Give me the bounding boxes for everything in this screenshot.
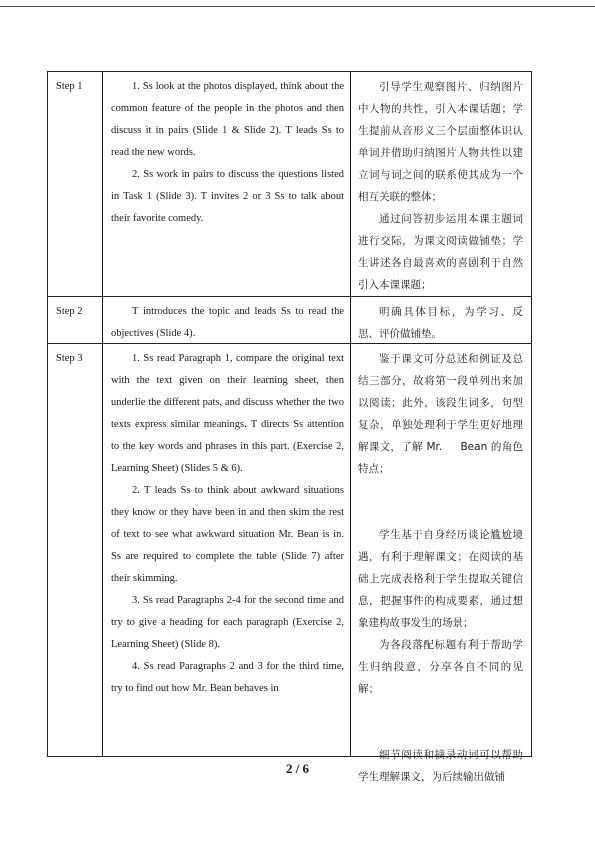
purpose-paragraph: 鉴于课文可分总述和例证及总结三部分，故将第一段单列出来加以阅读；此外，该段生词多，句型复杂，单独处理利于学生更好地理解课文，了解 Mr. Bean 的角色特点； bbox=[358, 353, 523, 475]
activity-cell bbox=[103, 72, 351, 297]
step-cell bbox=[48, 72, 103, 297]
purpose-paragraph: 通过问答初步运用本课主题词进行交际，为课文阅读做铺垫；学生讲述各自最喜欢的喜剧利于自然引入本课课题； bbox=[358, 213, 523, 291]
purpose-paragraph: 明确具体目标，为学习、反思、评价做铺垫。 bbox=[358, 306, 523, 340]
activity-paragraph: 1. Ss look at the photos displayed, think about the common feature of the people in the photos and then discuss it in pairs (Slide 1 & Slide 2). T leads Ss to read the new words. bbox=[111, 81, 344, 158]
activity-cell bbox=[103, 344, 351, 757]
step-cell bbox=[48, 297, 103, 344]
table-row bbox=[48, 297, 532, 344]
activity-paragraph: 2. Ss work in pairs to discuss the questions listed in Task 1 (Slide 3). T invites 2 or 3 Ss to talk about their favorite comedy. bbox=[111, 169, 344, 224]
purpose-cell bbox=[351, 297, 532, 344]
activity-paragraph: 4. Ss read Paragraphs 2 and 3 for the third time, try to find out how Mr. Bean behaves in bbox=[111, 661, 344, 694]
table-row bbox=[48, 344, 532, 757]
header-rule bbox=[0, 6, 595, 7]
purpose-paragraph: 为各段落配标题有利于帮助学生归纳段意，分享各自不同的见解； bbox=[358, 639, 523, 695]
purpose-paragraph: 引导学生观察图片、归纳图片中人物的共性，引入本课话题；学生提前从音形义三个层面整体识认单词并借助归纳图片人物共性以建立词与词之间的联系使其成为一个相互关联的整体； bbox=[358, 81, 523, 203]
activity-paragraph: 3. Ss read Paragraphs 2-4 for the second time and try to give a heading for each paragraph (Exercise 2, Learning Sheet) (Slide 8). bbox=[111, 595, 344, 650]
purpose-paragraph: 学生基于自身经历谈论尴尬境遇，有利于理解课文；在阅读的基础上完成表格利于学生提取关键信息，把握事件的构成要素，通过想象建构故事发生的场景； bbox=[358, 529, 523, 629]
purpose-cell bbox=[351, 72, 532, 297]
table-row bbox=[48, 72, 532, 297]
step-label: Step 2 bbox=[56, 306, 83, 317]
activity-paragraph: 2. T leads Ss to think about awkward situations they know or they have been in and then skim the rest of text to see what awkward situation Mr. Bean is in. Ss are required to complete the table (Slide 7) after their skimming. bbox=[111, 485, 344, 584]
step-label: Step 1 bbox=[56, 81, 83, 92]
page-number: 2 / 6 bbox=[285, 761, 310, 776]
activity-paragraph: 1. Ss read Paragraph 1, compare the original text with the text given on their learning sheet, then underlie the different pats, and discuss whether the two texts express similar meanings. T directs Ss attention to the key words and phrases in this part. (Exercise 2, Learning Sheet) (Slides 5 & 6). bbox=[111, 353, 344, 474]
purpose-cell bbox=[351, 344, 532, 783]
step-label: Step 3 bbox=[56, 353, 83, 364]
step-cell bbox=[48, 344, 103, 757]
purpose-paragraph: 细节阅读和摘录动词可以帮助学生理解课文，为后续输出做铺 bbox=[358, 749, 523, 783]
activity-paragraph: T introduces the topic and leads Ss to read the objectives (Slide 4). bbox=[111, 306, 344, 339]
activity-cell bbox=[103, 297, 351, 344]
